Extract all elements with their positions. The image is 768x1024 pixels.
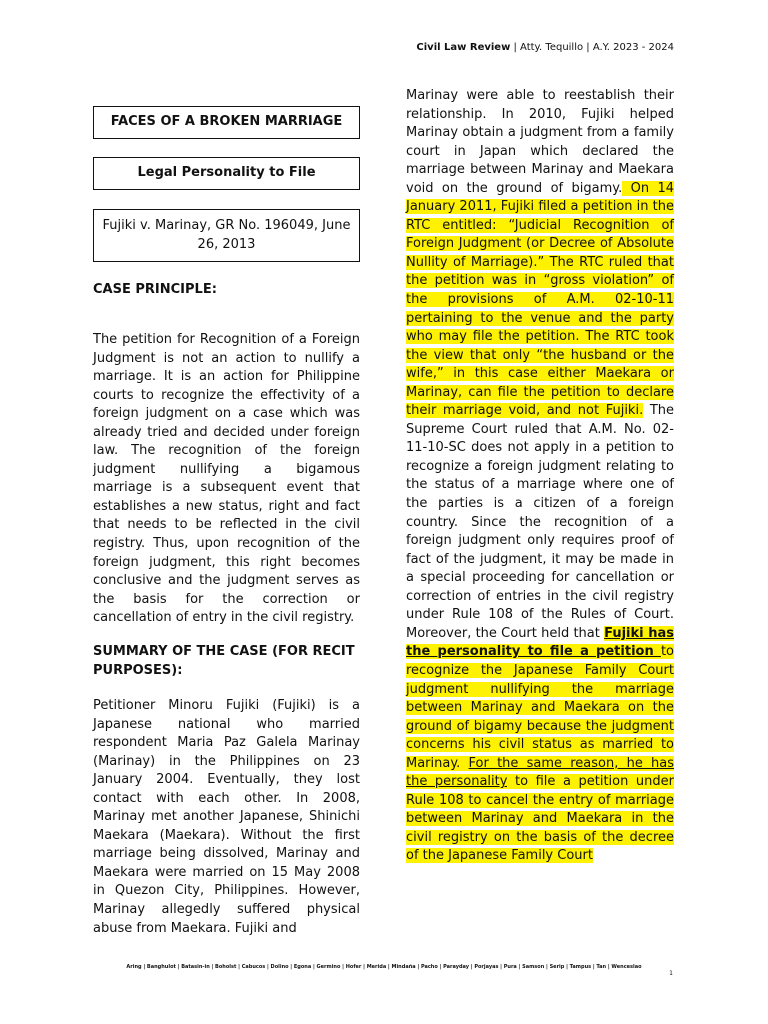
page-number: 1 bbox=[669, 970, 673, 977]
case-principle-text: The petition for Recognition of a Foreign Judgment is not an action to nullify a marriage. It is an action for Philippine courts to recognize the effectivity of a foreign judgment on a case which was already tried and decided under foreign law. The recognition of the foreign judgment nullifying a bigamous marriage is a subsequent event that establishes a new status, right and fact that needs to be reflected in the civil registry. Thus, upon recognition of the foreign judgment, this right becomes conclusive and the judgment serves as the basis for the correction or cancellation of entry in the civil registry. bbox=[93, 332, 360, 626]
highlighted-key-holding: Fujiki has the personality to file a petition bbox=[406, 625, 674, 660]
footer-names: Aring | Banghulot | Batasin-in | Boholst | Cabucos | Dolino | Egona | Germino | Hofer | Merida | Mindaña | Pacho | Parayday | Porjayas | Pura | Samson | Serip | Tampus | Tan | Wenceslao bbox=[126, 964, 642, 970]
course-title: Civil Law Review bbox=[416, 42, 511, 53]
right-column-text bbox=[406, 87, 674, 866]
highlighted-holding-reason: to recognize the Japanese Family Court judgment nullifying the marriage between Marinay and Maekara on the ground of bigamy because the judgment concerns his civil status as married to Marinay. bbox=[406, 644, 674, 771]
topic-box: FACES OF A BROKEN MARRIAGE bbox=[93, 106, 360, 139]
highlighted-same-reason: For the same reason, he has the personality bbox=[406, 755, 675, 790]
supreme-court-ruling-text: The Supreme Court ruled that A.M. No. 02-11-10-SC does not apply in a petition to recognize a foreign judgment relating to the status of a marriage where one of the parties is a citizen of a foreign country. Since the recognition of a foreign judgment only requires proof of fact of the judgment, it may be made in a special proceeding for cancellation or correction of entries in the civil registry under Rule 108 of the Rules of Court. Moreover, the Court held that bbox=[406, 403, 675, 641]
header-details: | Atty. Tequillo | A.Y. 2023 - 2024 bbox=[510, 42, 674, 53]
continuation-text: Marinay were able to reestablish their relationship. In 2010, Fujiki helped Marinay obtain a judgment from a family court in Japan which declared the marriage between Marinay and Maekara void on the ground of bigamy. bbox=[406, 88, 674, 196]
page-header bbox=[416, 42, 674, 53]
subtopic-box: Legal Personality to File bbox=[93, 157, 360, 190]
highlighted-rtc-ruling: On 14 January 2011, Fujiki filed a petition in the RTC entitled: “Judicial Recognition of Foreign Judgment (or Decree of Absolute Nullity of Marriage).” The RTC ruled that the petition was in “gross violation” of the provisions of A.M. 02-10-11 pertaining to the venue and the party who may file the petition. The RTC took the view that only “the husband or the wife,” in this case either Maekara or Marinay, can file the petition to declare their marriage void, and not Fujiki. bbox=[406, 180, 675, 419]
case-principle-heading: CASE PRINCIPLE: bbox=[93, 282, 217, 297]
highlighted-rule-108: to file a petition under Rule 108 to cancel the entry of marriage between Marinay and Maekara in the civil registry on the basis of the decree of the Japanese Family Court bbox=[406, 774, 674, 864]
summary-heading: SUMMARY OF THE CASE (FOR RECIT PURPOSES): bbox=[93, 644, 355, 678]
case-citation-box: Fujiki v. Marinay, GR No. 196049, June 26, 2013 bbox=[93, 209, 360, 262]
summary-text: Petitioner Minoru Fujiki (Fujiki) is a Japanese national who married respondent Maria Paz Galela Marinay (Marinay) in the Philippines on 23 January 2004. Eventually, they lost contact with each other. In 2008, Marinay met another Japanese, Shinichi Maekara (Maekara). Without the first marriage being dissolved, Marinay and Maekara were married on 15 May 2008 in Quezon City, Philippines. However, Marinay allegedly suffered physical abuse from Maekara. Fujiki and bbox=[93, 698, 360, 936]
